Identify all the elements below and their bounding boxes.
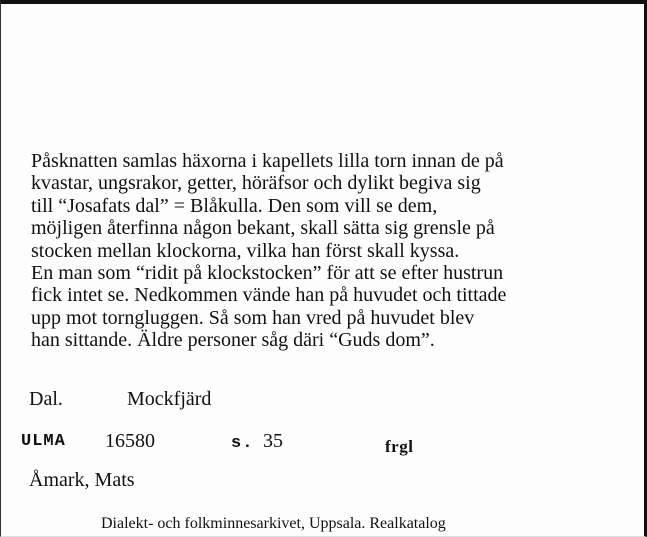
archive-footer: Dialekt- och folkminnesarkivet, Uppsala. Realkatalog: [101, 515, 446, 532]
collector-name: Åmark, Mats: [29, 469, 135, 491]
page-label: s.: [231, 434, 254, 453]
record-number: 16580: [105, 430, 155, 452]
parish-label: Mockfjärd: [127, 388, 212, 410]
text-line: Påsknatten samlas häxorna i kapellets lilla torn innan de på: [31, 150, 504, 172]
text-line: till “Josafats dal” = Blåkulla. Den som vill se dem,: [31, 194, 438, 217]
text-line: En man som “ridit på klockstocken” för att se efter hustrun: [31, 262, 504, 285]
archive-code: ULMA: [21, 432, 66, 451]
text-line: stocken mellan klockorna, vilka han först skall kyssa.: [31, 239, 460, 262]
text-line: upp mot torngluggen. Så som han vred på huvudet blev: [31, 306, 475, 329]
category-code: frgl: [385, 437, 414, 456]
card-body-text: [31, 150, 631, 372]
text-line: möjligen återfinna någon bekant, skall sätta sig grensle på: [31, 217, 495, 240]
text-line: han sittande. Äldre personer såg däri “Guds dom”.: [31, 329, 435, 352]
page-number: 35: [263, 430, 283, 452]
text-line: kvastar, ungsrakor, getter, höräfsor och dylikt begiva sig: [31, 172, 481, 195]
region-label: Dal.: [29, 388, 63, 410]
text-line: fick intet se. Nedkommen vände han på huvudet och tittade: [31, 284, 507, 307]
